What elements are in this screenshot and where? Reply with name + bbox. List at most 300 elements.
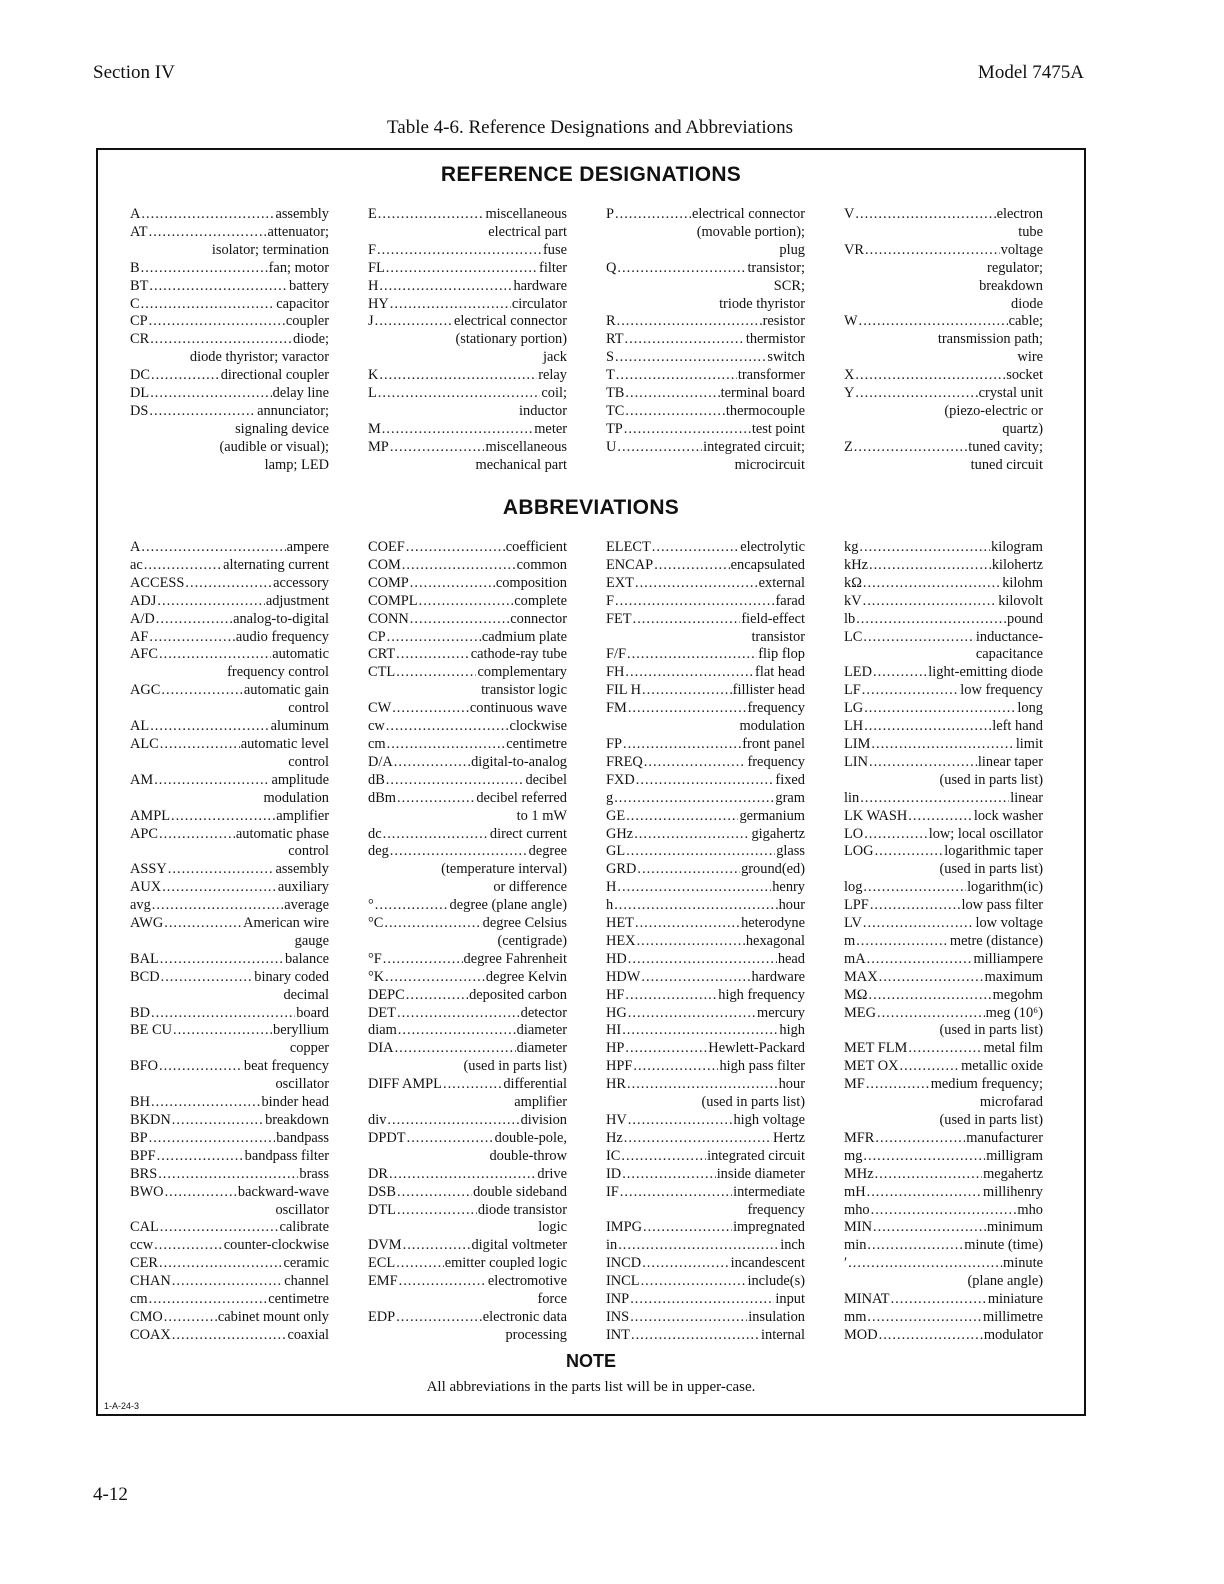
- entry-meaning: division: [520, 1112, 567, 1128]
- entry-term: DSB: [368, 1183, 396, 1200]
- entry-meaning: counter-clockwise: [223, 1237, 329, 1254]
- entry-meaning: continuous wave: [469, 700, 567, 717]
- list-item: [606, 1309, 805, 1327]
- entry-term: lin: [844, 789, 860, 806]
- list-item: [606, 861, 805, 879]
- entry-line: [130, 1148, 329, 1166]
- list-item: [130, 539, 329, 557]
- entry-term: g: [606, 789, 614, 806]
- dot-leader: [140, 260, 268, 278]
- entry-line: [130, 367, 329, 385]
- entry-line: [606, 1273, 805, 1291]
- entry-term: HI: [606, 1022, 622, 1039]
- entry-line: [844, 1255, 1043, 1273]
- entry-term: R: [606, 313, 616, 330]
- entry-term: BT: [130, 277, 149, 294]
- list-item: [606, 539, 805, 557]
- list-item: [606, 1255, 805, 1273]
- entry-line: [844, 969, 1043, 987]
- entry-meaning: gigahertz: [751, 825, 805, 842]
- entry-term: mg: [844, 1147, 863, 1164]
- entry-term: cw: [368, 718, 385, 735]
- entry-term: COEF: [368, 539, 405, 555]
- entry-meaning: low; local oscillator: [928, 825, 1043, 842]
- dot-leader: [627, 1005, 756, 1023]
- list-item: [606, 879, 805, 897]
- entry-line: [368, 313, 567, 331]
- entry-term: A/D: [130, 610, 155, 627]
- entry-meaning: internal: [761, 1326, 805, 1343]
- list-item: [130, 575, 329, 593]
- entry-meaning: millimetre: [983, 1308, 1043, 1325]
- abbreviations-heading: ABBREVIATIONS: [502, 496, 680, 519]
- entry-term: DIFF AMPL: [368, 1076, 442, 1093]
- entry-term: dB: [368, 771, 385, 788]
- entry-meaning: hardware: [513, 277, 567, 294]
- entry-line: [368, 629, 567, 647]
- entry-term: kV: [844, 592, 862, 609]
- entry-line: [606, 790, 805, 808]
- dot-leader: [391, 700, 469, 718]
- entry-line: [130, 897, 329, 915]
- entry-meaning: beat frequency: [243, 1058, 329, 1075]
- entry-line: [844, 1058, 1043, 1076]
- list-item: [606, 1148, 805, 1166]
- entry-meaning: channel: [284, 1273, 329, 1290]
- entry-meaning: terminal board: [720, 385, 805, 402]
- entry-meaning: emitter coupled logic: [444, 1255, 567, 1272]
- list-item: [130, 296, 329, 314]
- dot-leader: [862, 879, 966, 897]
- entry-line: [130, 1058, 329, 1076]
- entry-continuation: electrical part: [488, 223, 567, 240]
- entry-meaning: linear: [1010, 789, 1043, 806]
- entry-line: [844, 1237, 1043, 1255]
- dot-leader: [874, 843, 944, 861]
- entry-line: [368, 557, 567, 575]
- entry-meaning: automatic: [272, 646, 329, 663]
- entry-meaning: thermistor: [745, 331, 805, 348]
- list-item: [130, 969, 329, 1005]
- list-item: [606, 331, 805, 349]
- list-item: [606, 1022, 805, 1040]
- dot-leader: [626, 1076, 778, 1094]
- dot-leader: [164, 1184, 237, 1202]
- entry-continuation: or difference: [493, 879, 567, 896]
- list-item: [368, 242, 567, 260]
- entry-meaning: battery: [289, 277, 329, 294]
- list-item: [844, 1005, 1043, 1041]
- entry-meaning: socket: [1006, 367, 1043, 384]
- dot-leader: [624, 331, 745, 349]
- list-item: [130, 1255, 329, 1273]
- entry-line: [130, 575, 329, 593]
- entry-meaning: inductance-: [975, 628, 1043, 645]
- entry-term: FET: [606, 610, 632, 627]
- entry-meaning: gram: [775, 789, 805, 806]
- dot-leader: [865, 1076, 930, 1094]
- entry-term: INT: [606, 1326, 630, 1343]
- entry-line: [130, 1327, 329, 1345]
- entry-meaning: aluminum: [270, 718, 329, 735]
- dot-leader: [847, 1255, 1002, 1273]
- entry-term: DC: [130, 367, 150, 384]
- entry-meaning: input: [775, 1291, 805, 1308]
- entry-continuation: transistor: [751, 628, 805, 645]
- dot-leader: [184, 575, 272, 593]
- entry-line: [368, 367, 567, 385]
- dot-leader: [627, 951, 777, 969]
- entry-meaning: bandpass filter: [244, 1147, 329, 1164]
- list-item: [368, 646, 567, 664]
- entry-term: MINAT: [844, 1291, 890, 1308]
- list-item: [844, 718, 1043, 736]
- dot-leader: [866, 1237, 963, 1255]
- list-item: [368, 385, 567, 421]
- dot-leader: [156, 593, 264, 611]
- entry-meaning: relay: [538, 367, 567, 384]
- entry-meaning: manufacturer: [966, 1129, 1043, 1146]
- dot-leader: [861, 682, 959, 700]
- entry-meaning: delay line: [272, 385, 329, 402]
- entry-meaning: low pass filter: [961, 897, 1043, 914]
- entry-term: MET FLM: [844, 1040, 908, 1057]
- dot-leader: [632, 1058, 718, 1076]
- entry-continuation: inductor: [519, 402, 567, 419]
- list-item: [368, 1005, 567, 1023]
- entry-line: [368, 1112, 567, 1130]
- dot-leader: [866, 951, 973, 969]
- list-item: [368, 260, 567, 278]
- list-item: [606, 1130, 805, 1148]
- entry-term: MΩ: [844, 986, 868, 1003]
- entry-continuation: tuned circuit: [970, 456, 1043, 473]
- entry-continuation: (centigrade): [497, 932, 567, 949]
- dot-leader: [617, 1237, 779, 1255]
- dot-leader: [642, 1219, 732, 1237]
- entry-term: DIA: [368, 1040, 394, 1057]
- entry-meaning: heterodyne: [741, 915, 805, 932]
- entry-continuation: diode: [1011, 295, 1043, 312]
- entry-term: VR: [844, 241, 864, 258]
- dot-leader: [623, 421, 751, 439]
- list-item: [368, 843, 567, 897]
- entry-line: [844, 1166, 1043, 1184]
- entry-continuation: isolator; termination: [211, 241, 329, 258]
- entry-term: LOG: [844, 843, 874, 860]
- entry-line: [844, 539, 1043, 557]
- entry-meaning: binder head: [261, 1094, 329, 1111]
- list-item: [368, 951, 567, 969]
- entry-line: [368, 260, 567, 278]
- entry-continuation: breakdown: [979, 277, 1043, 294]
- list-item: [844, 843, 1043, 879]
- entry-meaning: test point: [751, 420, 805, 437]
- list-item: [368, 790, 567, 826]
- entry-line: [130, 1255, 329, 1273]
- list-item: [368, 1040, 567, 1076]
- entry-line: [606, 403, 805, 421]
- entry-line: [130, 1005, 329, 1023]
- entry-term: Z: [844, 438, 853, 455]
- list-item: [130, 1022, 329, 1058]
- list-item: [844, 1291, 1043, 1309]
- dot-leader: [627, 700, 747, 718]
- list-item: [844, 367, 1043, 385]
- entry-meaning: cathode-ray tube: [470, 646, 567, 663]
- entry-meaning: modulator: [983, 1326, 1043, 1343]
- entry-term: FM: [606, 700, 627, 717]
- dot-leader: [148, 278, 288, 296]
- entry-term: AM: [130, 771, 154, 788]
- entry-line: [844, 754, 1043, 772]
- list-item: [844, 1166, 1043, 1184]
- list-item: [130, 313, 329, 331]
- dot-leader: [148, 313, 285, 331]
- list-item: [606, 1005, 805, 1023]
- list-item: [368, 1022, 567, 1040]
- entry-term: E: [368, 206, 377, 222]
- list-item: [844, 593, 1043, 611]
- entry-line: [606, 260, 805, 278]
- entry-line: [606, 843, 805, 861]
- dot-leader: [859, 790, 1009, 808]
- entry-meaning: Hertz: [773, 1129, 805, 1146]
- dot-leader: [385, 772, 525, 790]
- entry-continuation: processing: [505, 1326, 567, 1343]
- figure-code: 1-A-24-3: [104, 1401, 140, 1411]
- entry-term: HR: [606, 1076, 626, 1093]
- dot-leader: [159, 1219, 279, 1237]
- dot-leader: [382, 826, 489, 844]
- entry-continuation: logic: [538, 1219, 567, 1236]
- entry-line: [130, 539, 329, 557]
- entry-term: deg: [368, 843, 389, 860]
- list-item: [844, 539, 1043, 557]
- dot-leader: [866, 1309, 982, 1327]
- entry-line: [606, 772, 805, 790]
- dot-leader: [155, 611, 232, 629]
- entry-meaning: high pass filter: [719, 1058, 805, 1075]
- dot-leader: [869, 897, 961, 915]
- entry-line: [130, 1130, 329, 1148]
- list-item: [844, 1255, 1043, 1291]
- entry-meaning: long: [1017, 700, 1043, 717]
- dot-leader: [625, 843, 775, 861]
- entry-continuation: control: [288, 843, 329, 860]
- dot-leader: [868, 754, 977, 772]
- entry-meaning: germanium: [739, 807, 805, 824]
- entry-line: [130, 385, 329, 403]
- entry-meaning: bandpass: [276, 1129, 329, 1146]
- entry-line: [130, 682, 329, 700]
- entry-meaning: flip flop: [758, 646, 805, 663]
- entry-line: [130, 593, 329, 611]
- entry-term: AGC: [130, 682, 161, 699]
- list-item: [844, 1040, 1043, 1058]
- entry-line: [130, 278, 329, 296]
- dot-leader: [862, 593, 998, 611]
- entry-meaning: frequency: [747, 700, 805, 717]
- list-item: [130, 1237, 329, 1255]
- entry-meaning: centimetre: [268, 1291, 329, 1308]
- entry-meaning: auxiliary: [277, 879, 329, 896]
- entry-meaning: accessory: [273, 574, 329, 591]
- entry-term: dBm: [368, 789, 396, 806]
- dot-leader: [635, 772, 775, 790]
- entry-line: [844, 933, 1043, 951]
- dot-leader: [381, 421, 533, 439]
- list-item: [368, 206, 567, 242]
- entry-meaning: henry: [772, 879, 805, 896]
- entry-term: EXT: [606, 574, 634, 591]
- dot-leader: [395, 1309, 482, 1327]
- dot-leader: [868, 987, 992, 1005]
- entry-line: [368, 897, 567, 915]
- entry-term: DL: [130, 385, 150, 402]
- entry-term: ′: [844, 1255, 848, 1272]
- list-item: [130, 1184, 329, 1220]
- dot-leader: [163, 915, 242, 933]
- entry-term: FREQ: [606, 753, 643, 770]
- entry-line: [606, 385, 805, 403]
- entry-continuation: capacitance: [975, 646, 1043, 663]
- dot-leader: [632, 611, 741, 629]
- entry-line: [844, 1309, 1043, 1327]
- dot-leader: [171, 1327, 287, 1345]
- entry-term: COMPL: [368, 592, 418, 609]
- entry-meaning: kilovolt: [998, 592, 1043, 609]
- entry-term: HD: [606, 950, 627, 967]
- list-item: [606, 439, 805, 475]
- table-title: Table 4-6. Reference Designations and Abbreviations: [387, 117, 793, 138]
- entry-line: [844, 439, 1043, 457]
- entry-line: [130, 1112, 329, 1130]
- entry-term: EDP: [368, 1308, 396, 1325]
- entry-meaning: common: [516, 556, 567, 573]
- dot-leader: [398, 1273, 487, 1291]
- entry-continuation: (stationary portion): [455, 331, 567, 348]
- entry-meaning: limit: [1015, 735, 1043, 752]
- dot-leader: [874, 1130, 965, 1148]
- dot-leader: [383, 915, 481, 933]
- entry-line: [368, 754, 567, 772]
- entry-term: MFR: [844, 1129, 875, 1146]
- entry-line: [844, 385, 1043, 403]
- dot-leader: [624, 987, 717, 1005]
- list-item: [368, 1166, 567, 1184]
- list-item: [130, 718, 329, 736]
- dot-leader: [890, 1291, 987, 1309]
- entry-line: [368, 1309, 567, 1327]
- dot-leader: [396, 1184, 472, 1202]
- entry-line: [844, 557, 1043, 575]
- entry-term: CW: [368, 700, 392, 717]
- entry-line: [130, 646, 329, 664]
- list-item: [606, 611, 805, 647]
- entry-line: [130, 260, 329, 278]
- list-item: [130, 1148, 329, 1166]
- entry-line: [130, 826, 329, 844]
- dot-leader: [615, 367, 737, 385]
- entry-continuation: to 1 mW: [516, 807, 567, 824]
- entry-term: MET OX: [844, 1058, 899, 1075]
- dot-leader: [409, 611, 509, 629]
- list-item: [368, 1237, 567, 1255]
- entry-line: [606, 313, 805, 331]
- entry-term: CRT: [368, 646, 396, 663]
- list-item: [130, 1166, 329, 1184]
- dot-leader: [386, 629, 481, 647]
- list-item: [606, 421, 805, 439]
- dot-leader: [160, 969, 254, 987]
- dot-leader: [616, 879, 771, 897]
- entry-line: [368, 843, 567, 861]
- dot-leader: [858, 539, 990, 557]
- dot-leader: [394, 1040, 516, 1058]
- entry-continuation: (used in parts list): [939, 861, 1043, 878]
- entry-meaning: coupler: [285, 313, 329, 330]
- dot-leader: [633, 826, 750, 844]
- entry-continuation: diode thyristor; varactor: [189, 349, 329, 366]
- dot-leader: [614, 206, 691, 224]
- dot-leader: [385, 260, 538, 278]
- entry-line: [844, 206, 1043, 224]
- dot-leader: [149, 385, 271, 403]
- entry-line: [368, 421, 567, 439]
- entry-meaning: kilohm: [1002, 574, 1043, 591]
- entry-meaning: low voltage: [975, 915, 1043, 932]
- list-item: [130, 260, 329, 278]
- entry-line: [368, 1237, 567, 1255]
- entry-term: F/F: [606, 646, 627, 663]
- entry-continuation: transmission path;: [937, 331, 1043, 348]
- list-item: [130, 1112, 329, 1130]
- entry-term: A: [130, 206, 141, 222]
- entry-term: AWG: [130, 915, 164, 932]
- entry-term: J: [368, 313, 374, 330]
- entry-meaning: cable;: [1008, 313, 1043, 330]
- dot-leader: [878, 1327, 983, 1345]
- entry-line: [606, 421, 805, 439]
- entry-line: [368, 1202, 567, 1220]
- entry-line: [606, 331, 805, 349]
- entry-meaning: insulation: [748, 1308, 805, 1325]
- list-item: [606, 557, 805, 575]
- entry-meaning: breakdown: [265, 1112, 329, 1128]
- list-item: [606, 403, 805, 421]
- entry-continuation: control: [288, 700, 329, 717]
- entry-meaning: deposited carbon: [469, 986, 567, 1003]
- entry-line: [368, 1022, 567, 1040]
- entry-meaning: flat head: [755, 664, 805, 681]
- dot-leader: [640, 1273, 747, 1291]
- entry-line: [130, 1219, 329, 1237]
- entry-meaning: fuse: [543, 241, 567, 258]
- entry-line: [368, 1273, 567, 1291]
- page-number: 4-12: [93, 1484, 128, 1505]
- entry-term: H: [368, 277, 379, 294]
- entry-line: [844, 313, 1043, 331]
- entry-term: M: [368, 420, 381, 437]
- dot-leader: [158, 826, 235, 844]
- entry-line: [606, 1184, 805, 1202]
- list-item: [844, 682, 1043, 700]
- list-item: [844, 1058, 1043, 1076]
- entry-meaning: integrated circuit;: [703, 438, 805, 455]
- entry-meaning: mho: [1017, 1201, 1043, 1218]
- list-item: [606, 915, 805, 933]
